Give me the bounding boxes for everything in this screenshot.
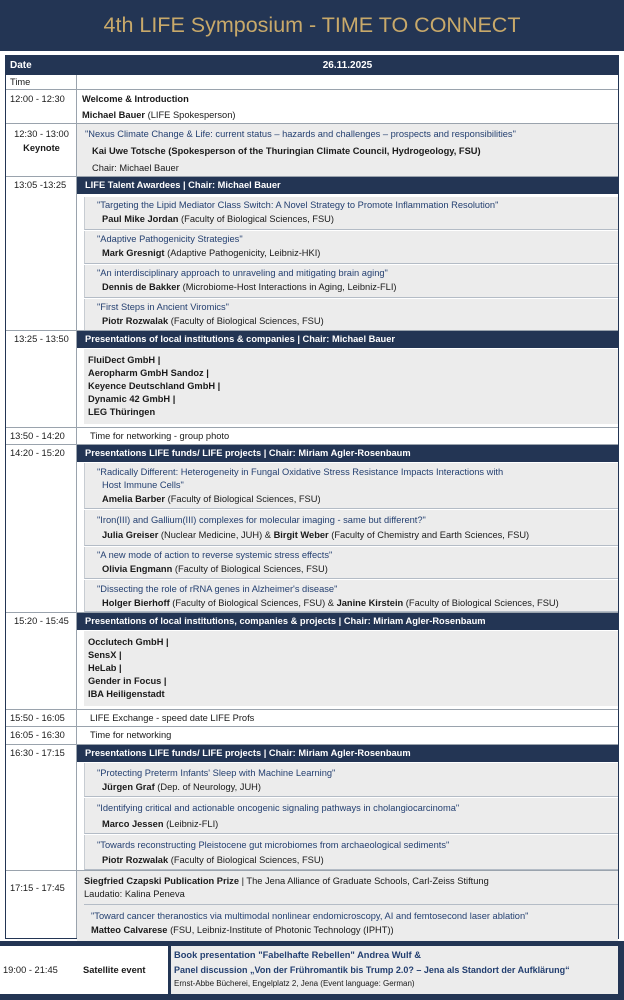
prize-talk-title: "Toward cancer theranostics via multimodal nonlinear endomicroscopy, AI and femtosecond laser ablation" — [91, 911, 529, 921]
company-item: Dynamic 42 GmbH | — [88, 394, 176, 404]
talent-time: 13:05 -13:25 — [14, 180, 67, 190]
welcome-time: 12:00 - 12:30 — [10, 94, 65, 104]
time-label-row — [6, 75, 618, 89]
talent-header: LIFE Talent Awardees | Chair: Michael Bauer — [77, 177, 618, 194]
talk-item: "Iron(III) and Gallium(III) complexes for molecular imaging - same but different?" Julia Greiser (Nuclear Medicine, JUH) & Birgit Weber (Faculty of Chemistry and Earth Sciences, FSU) — [84, 510, 618, 546]
talk-item: "A new mode of action to reverse systemic stress effects" Olivia Engmann (Faculty of Biological Sciences, FSU) — [84, 547, 618, 579]
local1-time: 13:25 - 13:50 — [14, 334, 69, 344]
time-label: Time — [10, 77, 31, 87]
networking2-label: Time for networking — [90, 730, 172, 740]
date-label: Date — [10, 60, 32, 71]
page-title: 4th LIFE Symposium - TIME TO CONNECT — [103, 13, 521, 37]
satellite-section — [0, 941, 624, 1000]
title-banner — [0, 0, 624, 51]
local1-header: Presentations of local institutions & companies | Chair: Michael Bauer — [77, 331, 618, 348]
local2-time: 15:20 - 15:45 — [14, 616, 69, 626]
company-item: Aeropharm GmbH Sandoz | — [88, 368, 209, 378]
networking1-label: Time for networking - group photo — [90, 431, 230, 441]
networking1-time: 13:50 - 14:20 — [10, 431, 65, 441]
talk-item: "Protecting Preterm Infants' Sleep with Machine Learning" Jürgen Graf (Dep. of Neurology, JUH) — [84, 763, 618, 797]
keynote-label: Keynote — [23, 143, 60, 153]
keynote-row — [6, 123, 618, 176]
company-item: SensX | — [88, 650, 122, 660]
talk-item: "Towards reconstructing Pleistocene gut microbiomes from archaeological sediments" Piotr Rozwalak (Faculty of Biological Sciences, FSU) — [84, 835, 618, 870]
networking2-time: 16:05 - 16:30 — [10, 730, 65, 740]
prize-section — [6, 870, 618, 940]
local-projects-section — [6, 612, 618, 705]
satellite-line1: Book presentation "Fabelhafte Rebellen" Andrea Wulf & — [174, 950, 421, 960]
keynote-speaker: Kai Uwe Totsche (Spokesperson of the Thuringian Climate Council, Hydrogeology, FSU) — [92, 146, 481, 156]
networking-row — [6, 427, 618, 444]
prize-laudatio: Laudatio: Kalina Peneva — [84, 889, 185, 899]
table-header — [6, 56, 618, 75]
satellite-time: 19:00 - 21:45 — [3, 965, 58, 975]
date-value: 26.11.2025 — [322, 60, 373, 71]
local2-header: Presentations of local institutions, companies & projects | Chair: Miriam Agler-Rosenbaum — [77, 613, 618, 630]
company-item: Keyence Deutschland GmbH | — [88, 381, 221, 391]
prize-title: Siegfried Czapski Publication Prize | The Jena Alliance of Graduate Schools, Carl-Zeiss Stiftung — [84, 876, 489, 886]
prize-talk-speaker: Matteo Calvarese (FSU, Leibniz-Institute of Photonic Technology (IPHT)) — [91, 925, 394, 935]
keynote-title: "Nexus Climate Change & Life: current status – hazards and challenges – prospects and responsibilities" — [85, 129, 516, 139]
talk-item: "Dissecting the role of rRNA genes in Alzheimer's disease" Holger Bierhoff (Faculty of Biological Sciences, FSU) & Janine Kirstein (Faculty of Biological Sciences, FSU) — [84, 580, 618, 612]
exchange-time: 15:50 - 16:05 — [10, 713, 65, 723]
welcome-speaker: Michael Bauer (LIFE Spokesperson) — [82, 110, 236, 120]
company-item: IBA Heiligenstadt — [88, 689, 165, 699]
talk-item: "Adaptive Pathogenicity Strategies" Mark Gresnigt (Adaptive Pathogenicity, Leibniz-HKI) — [84, 231, 618, 264]
keynote-chair: Chair: Michael Bauer — [92, 163, 179, 173]
funds2-header: Presentations LIFE funds/ LIFE projects | Chair: Miriam Agler-Rosenbaum — [77, 745, 618, 762]
schedule-table — [5, 55, 619, 939]
exchange-row — [6, 709, 618, 726]
company-item: Gender in Focus | — [88, 676, 167, 686]
exchange-label: LIFE Exchange - speed date LIFE Profs — [90, 713, 255, 723]
talk-item: "First Steps in Ancient Viromics" Piotr Rozwalak (Faculty of Biological Sciences, FSU) — [84, 299, 618, 331]
keynote-time: 12:30 - 13:00 — [14, 129, 69, 139]
company-item: HeLab | — [88, 663, 122, 673]
talk-item: "Targeting the Lipid Mediator Class Switch: A Novel Strategy to Promote Inflammation Resolution" Paul Mike Jordan (Faculty of Biological Sciences, FSU) — [84, 197, 618, 230]
company-item: LEG Thüringen — [88, 407, 156, 417]
funds1-header: Presentations LIFE funds/ LIFE projects | Chair: Miriam Agler-Rosenbaum — [77, 445, 618, 462]
local-companies-section — [6, 330, 618, 423]
welcome-title: Welcome & Introduction — [82, 94, 189, 104]
welcome-row — [6, 89, 618, 123]
networking-row — [6, 726, 618, 744]
talk-item: "Identifying critical and actionable oncogenic signaling pathways in cholangiocarcinoma" Marco Jessen (Leibniz-FLI) — [84, 798, 618, 834]
prize-time: 17:15 - 17:45 — [10, 883, 65, 893]
satellite-location: Ernst-Abbe Bücherei, Engelplatz 2, Jena (Event language: German) — [174, 979, 415, 988]
funds2-time: 16:30 - 17:15 — [10, 748, 65, 758]
company-item: Occlutech GmbH | — [88, 637, 169, 647]
satellite-label: Satellite event — [83, 965, 146, 975]
company-item: FluiDect GmbH | — [88, 355, 161, 365]
life-funds-section — [6, 444, 618, 611]
funds1-time: 14:20 - 15:20 — [10, 448, 65, 458]
talent-section — [6, 176, 618, 330]
talk-item: "Radically Different: Heterogeneity in Fungal Oxidative Stress Resistance Impacts Interactions with Host Immune Cells" Amelia Barber (Faculty of Biological Sciences, FSU) — [84, 463, 618, 509]
talk-item: "An interdisciplinary approach to unraveling and mitigating brain aging" Dennis de Bakker (Microbiome-Host Interactions in Aging, Leibniz-FLI) — [84, 265, 618, 298]
life-funds-section — [6, 744, 618, 869]
satellite-line2: Panel discussion „Von der Frühromantik bis Trump 2.0? – Jena als Standort der Aufklärung“ — [174, 965, 570, 975]
